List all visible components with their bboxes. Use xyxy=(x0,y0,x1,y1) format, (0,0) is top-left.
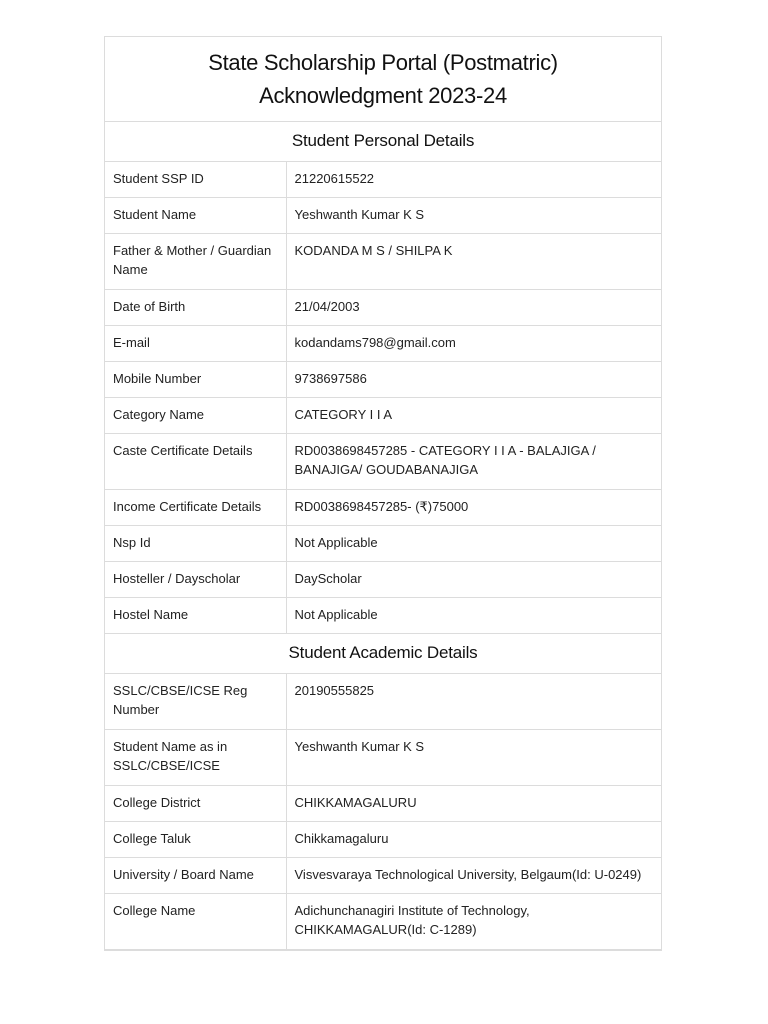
field-value: Adichunchanagiri Institute of Technology, CHIKKAMAGALUR(Id: C-1289) xyxy=(286,893,661,949)
section-row xyxy=(105,633,661,673)
table-row xyxy=(105,857,661,893)
field-value: Visvesvaraya Technological University, Belgaum(Id: U-0249) xyxy=(286,857,661,893)
field-label: University / Board Name xyxy=(105,857,286,893)
table-row xyxy=(105,525,661,561)
field-value: Not Applicable xyxy=(286,597,661,633)
table-row xyxy=(105,489,661,525)
field-value: DayScholar xyxy=(286,561,661,597)
table-row xyxy=(105,361,661,397)
field-label: Hosteller / Dayscholar xyxy=(105,561,286,597)
acknowledgment-table xyxy=(105,37,661,950)
field-label: Hostel Name xyxy=(105,597,286,633)
acknowledgment-document xyxy=(104,36,662,951)
field-value: 21220615522 xyxy=(286,161,661,197)
field-label: Student Name xyxy=(105,197,286,233)
field-label: Nsp Id xyxy=(105,525,286,561)
field-label: Date of Birth xyxy=(105,289,286,325)
field-value: Not Applicable xyxy=(286,525,661,561)
field-value: 9738697586 xyxy=(286,361,661,397)
academic-section-heading: Student Academic Details xyxy=(105,633,661,673)
field-label: College District xyxy=(105,785,286,821)
field-value: Yeshwanth Kumar K S xyxy=(286,729,661,785)
personal-section-heading: Student Personal Details xyxy=(105,121,661,161)
table-row xyxy=(105,561,661,597)
field-label: Father & Mother / Guardian Name xyxy=(105,233,286,289)
field-label: E-mail xyxy=(105,325,286,361)
field-label: Student SSP ID xyxy=(105,161,286,197)
title-line-1: State Scholarship Portal (Postmatric) xyxy=(208,49,558,75)
title-row xyxy=(105,37,661,121)
table-row xyxy=(105,729,661,785)
table-row xyxy=(105,197,661,233)
field-label: Mobile Number xyxy=(105,361,286,397)
field-value: CATEGORY I I A xyxy=(286,397,661,433)
table-row xyxy=(105,289,661,325)
section-row xyxy=(105,121,661,161)
table-row xyxy=(105,673,661,729)
field-value: kodandams798@gmail.com xyxy=(286,325,661,361)
field-label: Caste Certificate Details xyxy=(105,433,286,489)
field-label: Income Certificate Details xyxy=(105,489,286,525)
field-value: KODANDA M S / SHILPA K xyxy=(286,233,661,289)
title-line-2: Acknowledgment 2023-24 xyxy=(259,82,507,108)
table-row xyxy=(105,597,661,633)
field-label: College Name xyxy=(105,893,286,949)
table-row xyxy=(105,397,661,433)
field-value: CHIKKAMAGALURU xyxy=(286,785,661,821)
field-label: Student Name as in SSLC/CBSE/ICSE xyxy=(105,729,286,785)
field-label: Category Name xyxy=(105,397,286,433)
table-row xyxy=(105,161,661,197)
field-label: College Taluk xyxy=(105,821,286,857)
table-row xyxy=(105,433,661,489)
table-row xyxy=(105,325,661,361)
table-row xyxy=(105,893,661,949)
field-label: SSLC/CBSE/ICSE Reg Number xyxy=(105,673,286,729)
table-row xyxy=(105,821,661,857)
table-row xyxy=(105,233,661,289)
field-value: RD0038698457285 - CATEGORY I I A - BALAJIGA / BANAJIGA/ GOUDABANAJIGA xyxy=(286,433,661,489)
field-value: 21/04/2003 xyxy=(286,289,661,325)
field-value: Chikkamagaluru xyxy=(286,821,661,857)
field-value: Yeshwanth Kumar K S xyxy=(286,197,661,233)
document-title xyxy=(105,37,661,121)
field-value: 20190555825 xyxy=(286,673,661,729)
table-row xyxy=(105,785,661,821)
field-value: RD0038698457285- (₹)75000 xyxy=(286,489,661,525)
